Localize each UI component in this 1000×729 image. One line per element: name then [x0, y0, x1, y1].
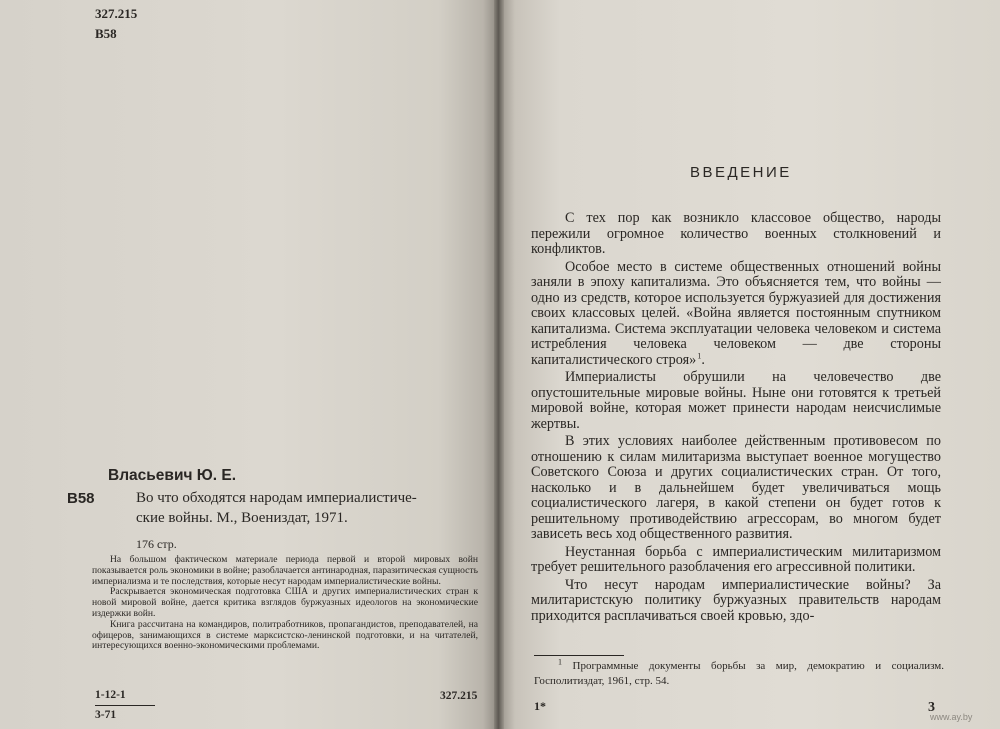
body-paragraph-text: Особое место в системе общественных отношений войны заняли в эпоху капитализма. Это объясняется тем, что войны — одно из средств, которое используется буржуазией для достижения своих классовых целей. «Война является постоянным спутником капитализма. Система эксплуатации человека человеком и система истребления человека человеком — две стороны капиталистического строя»	[531, 258, 941, 368]
footnote-rule	[534, 655, 624, 656]
body-paragraph: Особое место в системе общественных отношений войны заняли в эпоху капитализма. Это объясняется тем, что войны — одно из средств, которое используется буржуазией для достижения своих классовых целей. «Война является постоянным спутником капитализма. Система эксплуатации человека человеком и система истребления человека человеком — две стороны капиталистического строя» $^1$.	[531, 258, 941, 368]
catalog-code-divider	[95, 705, 155, 706]
watermark: www.ay.by	[930, 712, 973, 722]
body-text	[531, 211, 941, 626]
footnote-mark: 1	[558, 657, 562, 667]
footnote	[534, 659, 944, 688]
footnote-text: Программные документы борьбы за мир, демократию и социализм. Госполитиздат, 1961, стр. 54.	[534, 660, 944, 687]
right-page	[500, 0, 1000, 729]
annotation-paragraph: Раскрывается экономическая подготовка США и других империалистических стран к новой мировой войне, дается критика взглядов буржуазных идеологов на экономические издержки войн.	[92, 586, 478, 619]
book-title-line-2: ские войны. М., Воениздат, 1971.	[136, 510, 348, 526]
annotation	[92, 555, 478, 652]
footnote-reference: 1	[697, 350, 702, 360]
left-page	[0, 0, 498, 729]
chapter-heading: ВВЕДЕНИЕ	[690, 164, 792, 181]
book-title-line-1: Во что обходятся народам империалистиче-	[136, 490, 417, 506]
signature-mark: 1*	[534, 699, 546, 713]
annotation-paragraph: На большом фактическом материале периода первой и второй мировых войн показывается роль экономики в войне; разоблачается антинародная, паразитическая сущность империализма и те последствия, которые несут народам империалистические войны.	[92, 554, 478, 587]
body-paragraph: С тех пор как возникло классовое общество, народы пережили огромное количество военных столкновений и конфликтов.	[531, 210, 941, 257]
catalog-code-right: 327.215	[440, 690, 478, 702]
catalog-code-bottom: 3-71	[95, 709, 117, 721]
body-paragraph: Что несут народам империалистические войны? За милитаристскую политику буржуазных правительств народам приходится расплачиваться своей кровью, здо-	[531, 576, 941, 624]
shelf-code: В58	[67, 490, 95, 507]
bbk-index: В58	[95, 26, 117, 41]
annotation-paragraph: Книга рассчитана на командиров, политработников, пропагандистов, преподавателей, на офицеров, занимающихся в системе марксистско-ленинской подготовки, и на читателей, интересующихся военно-экономическими проблемами.	[92, 618, 478, 652]
udk-index: 327.215	[95, 6, 138, 21]
author-name: Власьевич Ю. Е.	[108, 467, 237, 484]
body-paragraph: В этих условиях наиболее действенным противовесом по отношению к силам милитаризма выступает военное могущество Советского Союза и других социалистических стран. От того, насколько и в дальнейшем будет увеличиваться мощь социалистического лагеря, в какой степени он будет готов к решительному противодействию агрессорам, во многом будет зависеть весь ход общественного развития.	[531, 433, 941, 542]
page-number: 3	[928, 700, 935, 715]
page-count: 176 стр.	[136, 537, 177, 551]
catalog-code-top: 1-12-1	[95, 689, 126, 701]
body-paragraph: Империалисты обрушили на человечество две опустошительные мировые войны. Ныне они готовятся к третьей мировой войне, которая может принести народам неисчислимые жертвы.	[531, 369, 941, 432]
body-paragraph: Неустанная борьба с империалистическим милитаризмом требует решительного разоблачения его агрессивной политики.	[531, 543, 941, 575]
book-gutter	[494, 0, 504, 729]
